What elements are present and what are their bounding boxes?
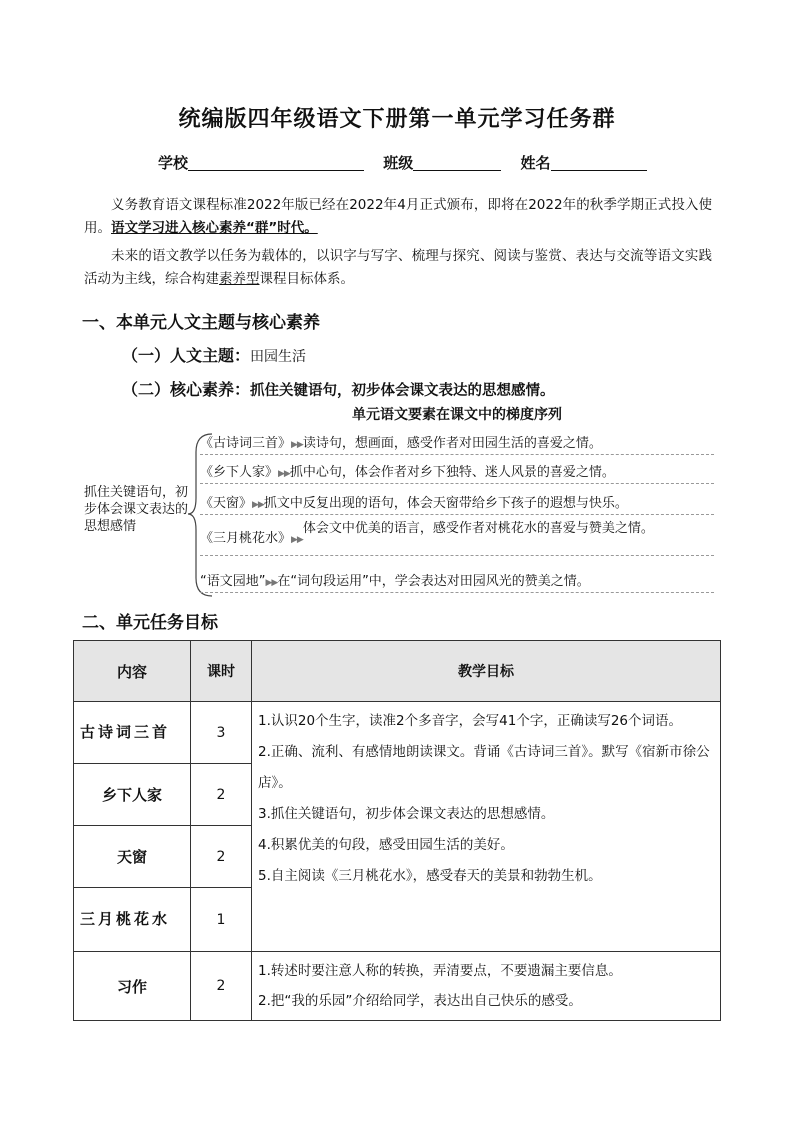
row-hours: 2 — [191, 826, 252, 888]
header-hours: 课时 — [191, 641, 252, 702]
diagram-row-4 — [200, 521, 714, 555]
diagram-divider — [200, 555, 714, 556]
row-hours: 2 — [191, 764, 252, 826]
row-name: 天窗 — [74, 826, 191, 888]
school-label: 学校 — [158, 154, 189, 172]
diagram-divider — [200, 454, 714, 455]
class-field[interactable] — [413, 154, 501, 171]
diagram-row-1 — [200, 432, 714, 454]
diagram-row-1-lesson: 《古诗词三首》 — [200, 436, 292, 451]
header-content: 内容 — [74, 641, 191, 702]
class-label: 班级 — [383, 154, 414, 172]
task-table — [73, 640, 721, 1021]
diagram-row-1-text: 读诗句，想画面，感受作者对田园生活的喜爱之情。 — [302, 436, 602, 451]
goal-item: 4.积累优美的句段，感受田园生活的美好。 — [258, 837, 514, 853]
intro-p2-underlined: 素养型 — [219, 271, 260, 287]
row-name: 古诗词三首 — [74, 702, 191, 764]
goal-item: 5.自主阅读《三月桃花水》，感受春天的美景和勃勃生机。 — [258, 868, 602, 884]
intro-paragraph-1 — [84, 194, 712, 240]
literacy-label: （二）核心素养： — [122, 380, 251, 399]
diagram-divider — [200, 483, 714, 484]
diagram-row-5-text: 在“词句段运用”中，学会表达对田园风光的赞美之情。 — [277, 574, 590, 589]
row-hours: 3 — [191, 702, 252, 764]
row-hours: 2 — [191, 952, 252, 1021]
arrow-icon: ▶▶ — [291, 535, 303, 545]
goal-item: 1.转述时要注意人称的转换，弄清要点，不要遗漏主要信息。 — [258, 963, 622, 979]
name-field[interactable] — [551, 154, 647, 171]
literacy-value: 抓住关键语句，初步体会课文表达的思想感情。 — [250, 383, 555, 399]
header-goals: 教学目标 — [252, 641, 721, 702]
section2-heading: 二、单元任务目标 — [82, 613, 218, 633]
arrow-icon: ▶▶ — [265, 578, 278, 588]
section1-heading: 一、本单元人文主题与核心素养 — [82, 313, 320, 333]
diagram-row-4-text: 体会文中优美的语言，感受作者对桃花水的喜爱与赞美之情。 — [302, 521, 654, 536]
intro-p1-text: 义务教育语文课程标准2022年版已经在2022年4月正式颁布，即将在2022年的秋季学期正式投入使用。 — [84, 197, 712, 236]
student-info-line — [158, 152, 661, 173]
school-field[interactable] — [188, 154, 364, 171]
theme-line — [122, 343, 306, 366]
diagram-divider — [200, 514, 714, 515]
arrow-icon: ▶▶ — [291, 440, 303, 450]
reading-goals-cell — [252, 702, 721, 952]
writing-goals-cell — [252, 952, 721, 1021]
intro-paragraph-2 — [84, 245, 712, 291]
intro-p2-text-b: 课程目标体系。 — [259, 271, 354, 287]
table-row — [74, 952, 721, 1021]
diagram-divider — [200, 592, 714, 593]
table-row — [74, 702, 721, 764]
row-name: 乡下人家 — [74, 764, 191, 826]
document-title: 统编版四年级语文下册第一单元学习任务群 — [178, 107, 616, 132]
literacy-line — [122, 377, 555, 400]
diagram-left-label: 抓住关键语句，初步体会课文表达的思想感情 — [84, 485, 189, 534]
diagram-row-4-lead — [200, 521, 303, 555]
diagram-title: 单元语文要素在课文中的梯度序列 — [352, 407, 562, 423]
goal-item: 1.认识20个生字，读准2个多音字，会写41个字，正确读写26个词语。 — [258, 713, 683, 729]
row-name: 习作 — [74, 952, 191, 1021]
diagram-row-5 — [200, 570, 714, 592]
goal-item: 2.把“我的乐园”介绍给同学，表达出自己快乐的感受。 — [258, 993, 582, 1009]
diagram-row-3-text: 抓文中反复出现的语句，体会天窗带给乡下孩子的遐想与快乐。 — [263, 496, 628, 511]
diagram-row-2 — [200, 461, 714, 483]
goal-item: 3.抓住关键语句，初步体会课文表达的思想感情。 — [258, 806, 555, 822]
table-header-row — [74, 641, 721, 702]
goal-item: 2.正确、流利、有感情地朗读课文。背诵《古诗词三首》。默写《宿新市徐公店》。 — [258, 744, 710, 791]
arrow-icon: ▶▶ — [278, 469, 290, 479]
theme-label: （一）人文主题： — [122, 346, 251, 365]
arrow-icon: ▶▶ — [252, 500, 264, 510]
diagram-row-5-lesson: “语文园地” — [200, 574, 266, 589]
intro-p2-text-a: 未来的语文教学以任务为载体的，以识字与写字、梳理与探究、阅读与鉴赏、表达与交流等语文实践活动为主线，综合构建 — [84, 248, 712, 287]
diagram-row-2-text: 抓中心句，体会作者对乡下独特、迷人风景的喜爱之情。 — [289, 465, 615, 480]
diagram-row-4-lesson: 《三月桃花水》 — [200, 531, 292, 546]
diagram-row-3-lesson: 《天窗》 — [200, 496, 253, 511]
row-hours: 1 — [191, 888, 252, 952]
diagram-rows — [200, 432, 714, 593]
theme-value: 田园生活 — [250, 349, 307, 365]
name-label: 姓名 — [520, 154, 551, 172]
intro-p1-highlight: 语文学习进入核心素养“群”时代。 — [111, 220, 318, 236]
diagram-row-3 — [200, 492, 714, 514]
row-name: 三月桃花水 — [74, 888, 191, 952]
diagram-row-2-lesson: 《乡下人家》 — [200, 465, 279, 480]
